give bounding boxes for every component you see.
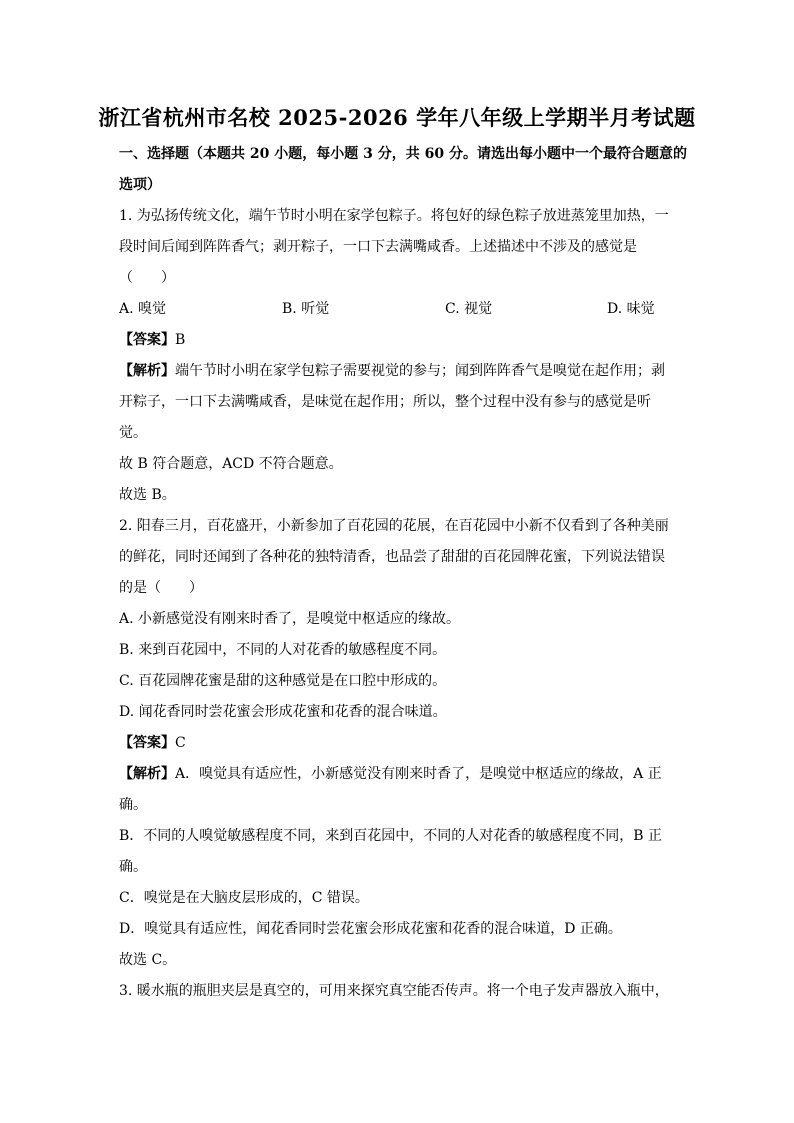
q2-analysis-line4: 确。 [119,859,147,875]
q2-analysis-line7: 故选 C。 [119,952,177,968]
q1-stem-line1: 1. 为弘扬传统文化，端午节时小明在家学包粽子。将包好的绿色粽子放进蒸笼里加热，一 [119,208,669,224]
q2-option-c: C. 百花园牌花蜜是甜的这种感觉是在口腔中形成的。 [119,673,447,689]
answer-tag: 【答案】 [119,332,175,348]
q2-stem-line3: 的是（ ） [119,580,203,596]
page-title: 浙江省杭州市名校 2025-2026 学年八年级上学期半月考试题 [98,105,696,130]
answer-tag: 【答案】 [119,735,175,751]
q1-analysis-line1 [119,361,665,381]
q2-analysis-line6: D．嗅觉具有适应性，闻花香同时尝花蜜会形成花蜜和花香的混合味道，D 正确。 [119,921,622,937]
q2-analysis-line1 [119,764,662,784]
q1-option-b: B. 听觉 [282,301,330,317]
q1-analysis-line3: 觉。 [119,425,147,441]
q2-option-a: A. 小新感觉没有刚来时香了，是嗅觉中枢适应的缘故。 [119,611,461,627]
q1-analysis-line4: 故 B 符合题意，ACD 不符合题意。 [119,456,343,472]
q1-analysis-line2: 开粽子，一口下去满嘴咸香，是味觉在起作用；所以，整个过程中没有参与的感觉是听 [119,394,651,410]
q3-stem-line1: 3. 暖水瓶的瓶胆夹层是真空的，可用来探究真空能否传声。将一个电子发声器放入瓶中， [119,983,669,999]
q1-analysis-line5: 故选 B。 [119,487,176,503]
q1-answer [119,330,185,350]
q2-option-d: D. 闻花香同时尝花蜜会形成花蜜和花香的混合味道。 [119,704,447,720]
section-heading-cont: 选项） [119,177,161,193]
q2-analysis-text1: A．嗅觉具有适应性，小新感觉没有刚来时香了，是嗅觉中枢适应的缘故，A 正 [175,766,662,782]
q1-analysis-text1: 端午节时小明在家学包粽子需要视觉的参与；闻到阵阵香气是嗅觉在起作用；剥 [175,363,665,379]
q1-stem-line3: （ ） [119,270,175,286]
q2-option-b: B. 来到百花园中，不同的人对花香的敏感程度不同。 [119,642,447,658]
q1-answer-value: B [175,332,186,348]
q1-option-c: C. 视觉 [445,301,493,317]
q2-analysis-line3: B．不同的人嗅觉敏感程度不同，来到百花园中，不同的人对花香的敏感程度不同，B 正 [119,828,663,844]
q2-answer [119,733,186,753]
analysis-tag: 【解析】 [119,766,175,782]
q2-analysis-line5: C．嗅觉是在大脑皮层形成的，C 错误。 [119,890,369,906]
q2-stem-line1: 2. 阳春三月，百花盛开，小新参加了百花园的花展，在百花园中小新不仅看到了各种美丽 [119,518,669,534]
q2-analysis-line2: 确。 [119,797,147,813]
q1-stem-line2: 段时间后闻到阵阵香气；剥开粽子，一口下去满嘴咸香。上述描述中不涉及的感觉是 [119,239,637,255]
section-heading: 一、选择题（本题共 20 小题，每小题 3 分，共 60 分。请选出每小题中一个最符合题意的 [119,146,687,162]
q1-option-a: A. 嗅觉 [119,301,167,317]
q2-stem-line2: 的鲜花，同时还闻到了各种花的独特清香，也品尝了甜甜的百花园牌花蜜，下列说法错误 [119,549,665,565]
q1-option-d: D. 味觉 [607,301,655,317]
analysis-tag: 【解析】 [119,363,175,379]
q2-answer-value: C [175,735,186,751]
